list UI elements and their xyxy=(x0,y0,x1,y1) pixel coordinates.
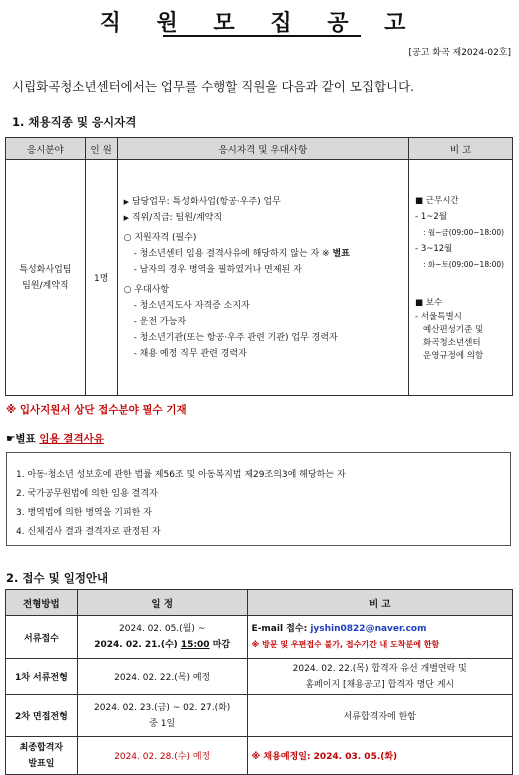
circle-bullet-icon: ○ xyxy=(123,284,132,295)
email-link[interactable]: jyshin0822@naver.com xyxy=(310,624,427,634)
pref-title-text: 우대사항 xyxy=(134,284,170,295)
date-line: 2024. 02. 23.(금) ~ 02. 27.(화) xyxy=(94,702,231,713)
work-hours: : 화~토(09:00~18:00) xyxy=(423,259,505,269)
header-schedule: 일 정 xyxy=(77,590,247,616)
header-qualification: 응시자격 및 우대사항 xyxy=(117,138,408,160)
position-text: 직위/직급: 팀원/계약직 xyxy=(131,212,223,223)
table-row xyxy=(6,659,513,695)
field-line: 팀원/계약직 xyxy=(22,280,69,291)
method-line: 발표일 xyxy=(28,758,55,769)
duty-text: 담당업무: 특성화사업(항공·우주) 업무 xyxy=(131,196,281,207)
email-line xyxy=(252,621,511,637)
position-line xyxy=(124,210,407,226)
warning-note: ※ 입사지원서 상단 접수분야 필수 기재 xyxy=(6,404,187,416)
duty-line xyxy=(124,194,407,210)
pay-line: 화곡청소년센터 xyxy=(423,337,481,348)
date-line xyxy=(79,637,246,653)
note-line: 2024. 02. 22.(목) 합격자 유선 개별연락 및 xyxy=(292,663,467,674)
date-line: 중 1일 xyxy=(149,718,176,729)
table-row xyxy=(6,737,513,775)
work-hours: : 월~금(09:00~18:00) xyxy=(423,227,505,237)
pref-title xyxy=(124,282,407,298)
method-cell: 1차 서류전형 xyxy=(6,659,78,695)
method-line: 최종합격자 xyxy=(19,742,64,753)
field-line: 특성화사업팀 xyxy=(19,264,72,275)
pref-item: - 운전 가능자 xyxy=(133,316,187,327)
req1 xyxy=(124,246,407,262)
table-row xyxy=(6,616,513,659)
header-method: 전형방법 xyxy=(6,590,78,616)
email-label: E-mail 접수: xyxy=(251,624,311,634)
disqualification-box xyxy=(6,452,511,546)
schedule-cell xyxy=(77,695,247,737)
annex-prefix: ☛별표 xyxy=(6,433,40,445)
receipt-note: ※ 방문 및 우편접수 불가, 접수기간 내 도착분에 한함 xyxy=(251,640,440,649)
count-cell: 1명 xyxy=(85,160,117,396)
schedule-cell: 2024. 02. 22.(목) 예정 xyxy=(77,659,247,695)
method-cell xyxy=(6,737,78,775)
field-cell xyxy=(6,160,86,396)
section1-heading: 1. 채용직종 및 응시자격 xyxy=(12,115,137,129)
pay-label: ■ 보수 xyxy=(415,297,443,308)
disqualification-item: 1. 아동·청소년 성보호에 관한 법률 제56조 및 아동복지법 제29조의3에 해당하는 자 xyxy=(16,470,346,480)
annex-title: 임용 결격사유 xyxy=(39,433,104,445)
req2: - 남자의 경우 병역을 필하였거나 면제된 자 xyxy=(133,264,302,275)
schedule-cell xyxy=(77,616,247,659)
header-note: 비 고 xyxy=(247,590,512,616)
req-title xyxy=(124,230,407,246)
page-title: 직 원 모 집 공 고 xyxy=(99,11,420,36)
pref-item: - 청소년기관(또는 항공·우주 관련 기관) 업무 경력자 xyxy=(133,332,338,343)
note-cell xyxy=(247,659,512,695)
pay-line: 예산편성기준 및 xyxy=(423,324,484,335)
disqualification-item: 3. 병역법에 의한 병역을 기피한 자 xyxy=(16,508,152,518)
pref-item: - 채용 예정 직무 관련 경력자 xyxy=(133,348,247,359)
pref-item: - 청소년지도사 자격증 소지자 xyxy=(133,300,250,311)
header-remark: 비 고 xyxy=(409,138,513,160)
notice-number: [공고 화곡 제2024-02호] xyxy=(408,48,511,58)
date-line: 2024. 02. 05.(월) ~ xyxy=(119,624,206,634)
triangle-bullet-icon: ▶ xyxy=(123,197,129,206)
recruit-table xyxy=(5,137,513,396)
schedule-cell: 2024. 02. 28.(수) 예정 xyxy=(77,737,247,775)
header-field: 응시분야 xyxy=(6,138,86,160)
deadline-date: 2024. 02. 21.(수) xyxy=(94,640,181,650)
note-cell xyxy=(247,616,512,659)
section2-heading: 2. 접수 및 일정안내 xyxy=(6,571,109,585)
deadline-suffix: 마감 xyxy=(209,640,231,650)
table-row xyxy=(6,695,513,737)
deadline-time: 15:00 xyxy=(180,640,210,650)
intro-text: 시립화곡청소년센터에서는 업무를 수행할 직원을 다음과 같이 모집합니다. xyxy=(12,79,415,94)
work-time-label: ■ 근무시간 xyxy=(415,195,459,206)
remark-cell xyxy=(409,160,513,396)
disqualification-item: 4. 신체검사 결과 결격자로 판정된 자 xyxy=(16,527,161,537)
qualification-cell xyxy=(117,160,408,396)
header-count: 인 원 xyxy=(85,138,117,160)
month-range: - 1~2월 xyxy=(415,211,447,222)
pay-line: 운영규정에 의함 xyxy=(423,350,484,361)
note-cell: ※ 채용예정일: 2024. 03. 05.(화) xyxy=(247,737,512,775)
req-title-text: 지원자격 (필수) xyxy=(134,232,197,243)
annex-heading xyxy=(6,431,104,446)
disqualification-item: 2. 국가공무원법에 의한 임용 결격자 xyxy=(16,489,158,499)
triangle-bullet-icon: ▶ xyxy=(123,213,129,222)
req1-text: - 청소년센터 임용 결격사유에 해당하지 않는 자 ※ xyxy=(133,248,333,259)
pay-line: - 서울특별시 xyxy=(415,311,462,322)
note-cell: 서류합격자에 한함 xyxy=(247,695,512,737)
note-line: 홈페이지 [채용공고] 합격자 명단 게시 xyxy=(305,679,455,690)
month-range: - 3~12월 xyxy=(415,243,453,254)
method-cell: 2차 면접전형 xyxy=(6,695,78,737)
schedule-table xyxy=(5,589,513,775)
circle-bullet-icon: ○ xyxy=(123,232,132,243)
pay-lines xyxy=(415,311,511,363)
annex-ref: 별표 xyxy=(332,248,350,259)
title-underline xyxy=(163,35,361,37)
method-cell: 서류접수 xyxy=(6,616,78,659)
